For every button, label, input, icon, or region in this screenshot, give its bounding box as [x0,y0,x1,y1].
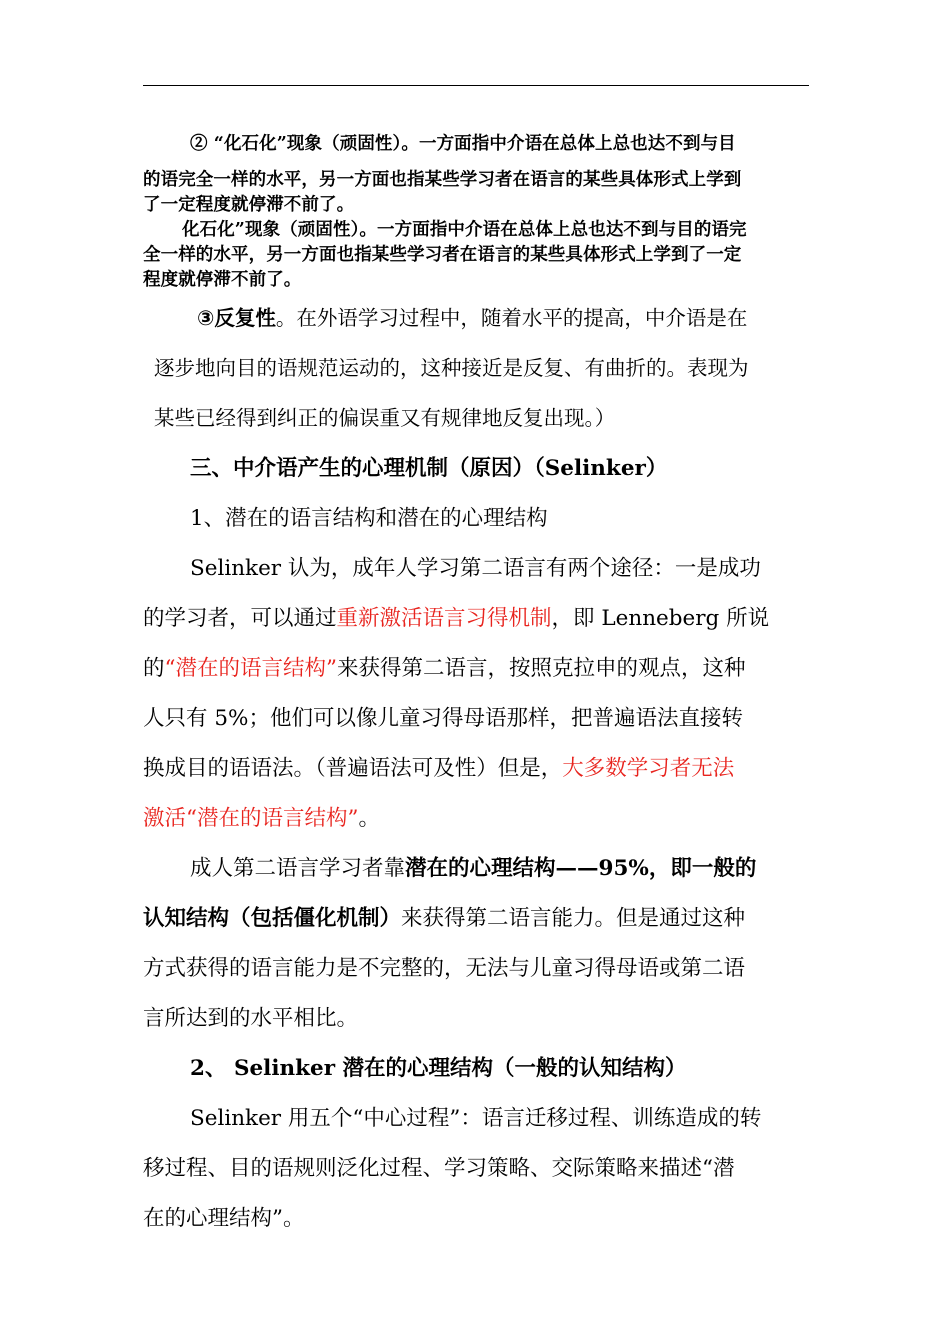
para-central-process-line-3: 在的心理结构”。 [143,1206,305,1231]
highlight-latent-structure: “潜在的语言结构” [164,656,337,681]
repetition-term: ③反复性 [197,306,276,330]
text-run: 。 [358,806,380,831]
para-selinker-line-4: 人只有 5%；他们可以像儿童习得母语那样，把普遍语法直接转 [143,706,743,731]
subheading-2: 2、 Selinker 潜在的心理结构（一般的认知结构） [190,1056,687,1081]
section-heading-3: 三、中介语产生的心理机制（原因）（Selinker） [190,456,668,481]
text-run: ，即 Lenneberg 所说 [551,606,770,631]
text-run: 成人第二语言学习者靠 [190,856,406,881]
para-fossilization-line-1: ② “化石化”现象（顽固性）。一方面指中介语在总体上总也达不到与目 [190,134,736,154]
text-run: 的 [143,656,165,681]
para-repetition-line-1 [197,301,747,331]
highlight-reactivate: 重新激活语言习得机制 [336,606,552,631]
text-run: 的学习者，可以通过 [143,606,337,631]
para-repetition-line-2: 逐步地向目的语规范运动的，这种接近是反复、有曲折的。表现为 [154,356,749,380]
para-repetition-line-3: 某些已经得到纠正的偏误重又有规律地反复出现。） [154,406,616,430]
para-fossilization-line-3: 了一定程度就停滞不前了。 [143,195,355,215]
para-fossilization-dup-line-3: 程度就停滞不前了。 [143,270,302,290]
para-selinker-line-3 [143,651,746,682]
para-adult-line-3: 方式获得的语言能力是不完整的，无法与儿童习得母语或第二语 [143,956,746,981]
para-fossilization-dup-line-1: 化石化”现象（顽固性）。一方面指中介语在总体上总也达不到与目的语完 [182,220,747,240]
highlight-activate: 激活“潜在的语言结构” [143,806,359,831]
para-selinker-line-6 [143,801,380,832]
para-adult-line-1 [190,851,756,882]
para-central-process-line-2: 移过程、目的语规则泛化过程、学习策略、交际策略来描述“潜 [143,1156,735,1181]
para-fossilization-dup-line-2: 全一样的水平，另一方面也指某些学习者在语言的某些具体形式上学到了一定 [143,245,742,265]
para-fossilization-line-2: 的语完全一样的水平，另一方面也指某些学习者在语言的某些具体形式上学到 [143,170,742,190]
bold-cognitive-structure: 认知结构（包括僵化机制） [143,906,402,931]
text-run: 来获得第二语言能力。但是通过这种 [401,906,746,931]
para-adult-line-2 [143,901,745,932]
repetition-text: 。在外语学习过程中，随着水平的提高，中介语是在 [275,306,748,330]
para-central-process-line-1: Selinker 用五个“中心过程”：语言迁移过程、训练造成的转 [190,1106,762,1131]
bold-latent-psych: 潜在的心理结构——95%，即一般的 [405,856,757,881]
para-adult-line-4: 言所达到的水平相比。 [143,1006,359,1031]
para-selinker-line-1: Selinker 认为，成年人学习第二语言有两个途径：一是成功 [190,556,761,581]
subheading-1: 1、潜在的语言结构和潜在的心理结构 [190,506,548,531]
text-run: 来获得第二语言，按照克拉申的观点，这种 [337,656,746,681]
para-selinker-line-2 [143,601,769,632]
para-selinker-line-5 [143,751,734,782]
text-run: 换成目的语语法。（普遍语法可及性）但是， [143,756,563,781]
header-rule [143,85,809,86]
highlight-most-learners: 大多数学习者无法 [562,756,735,781]
